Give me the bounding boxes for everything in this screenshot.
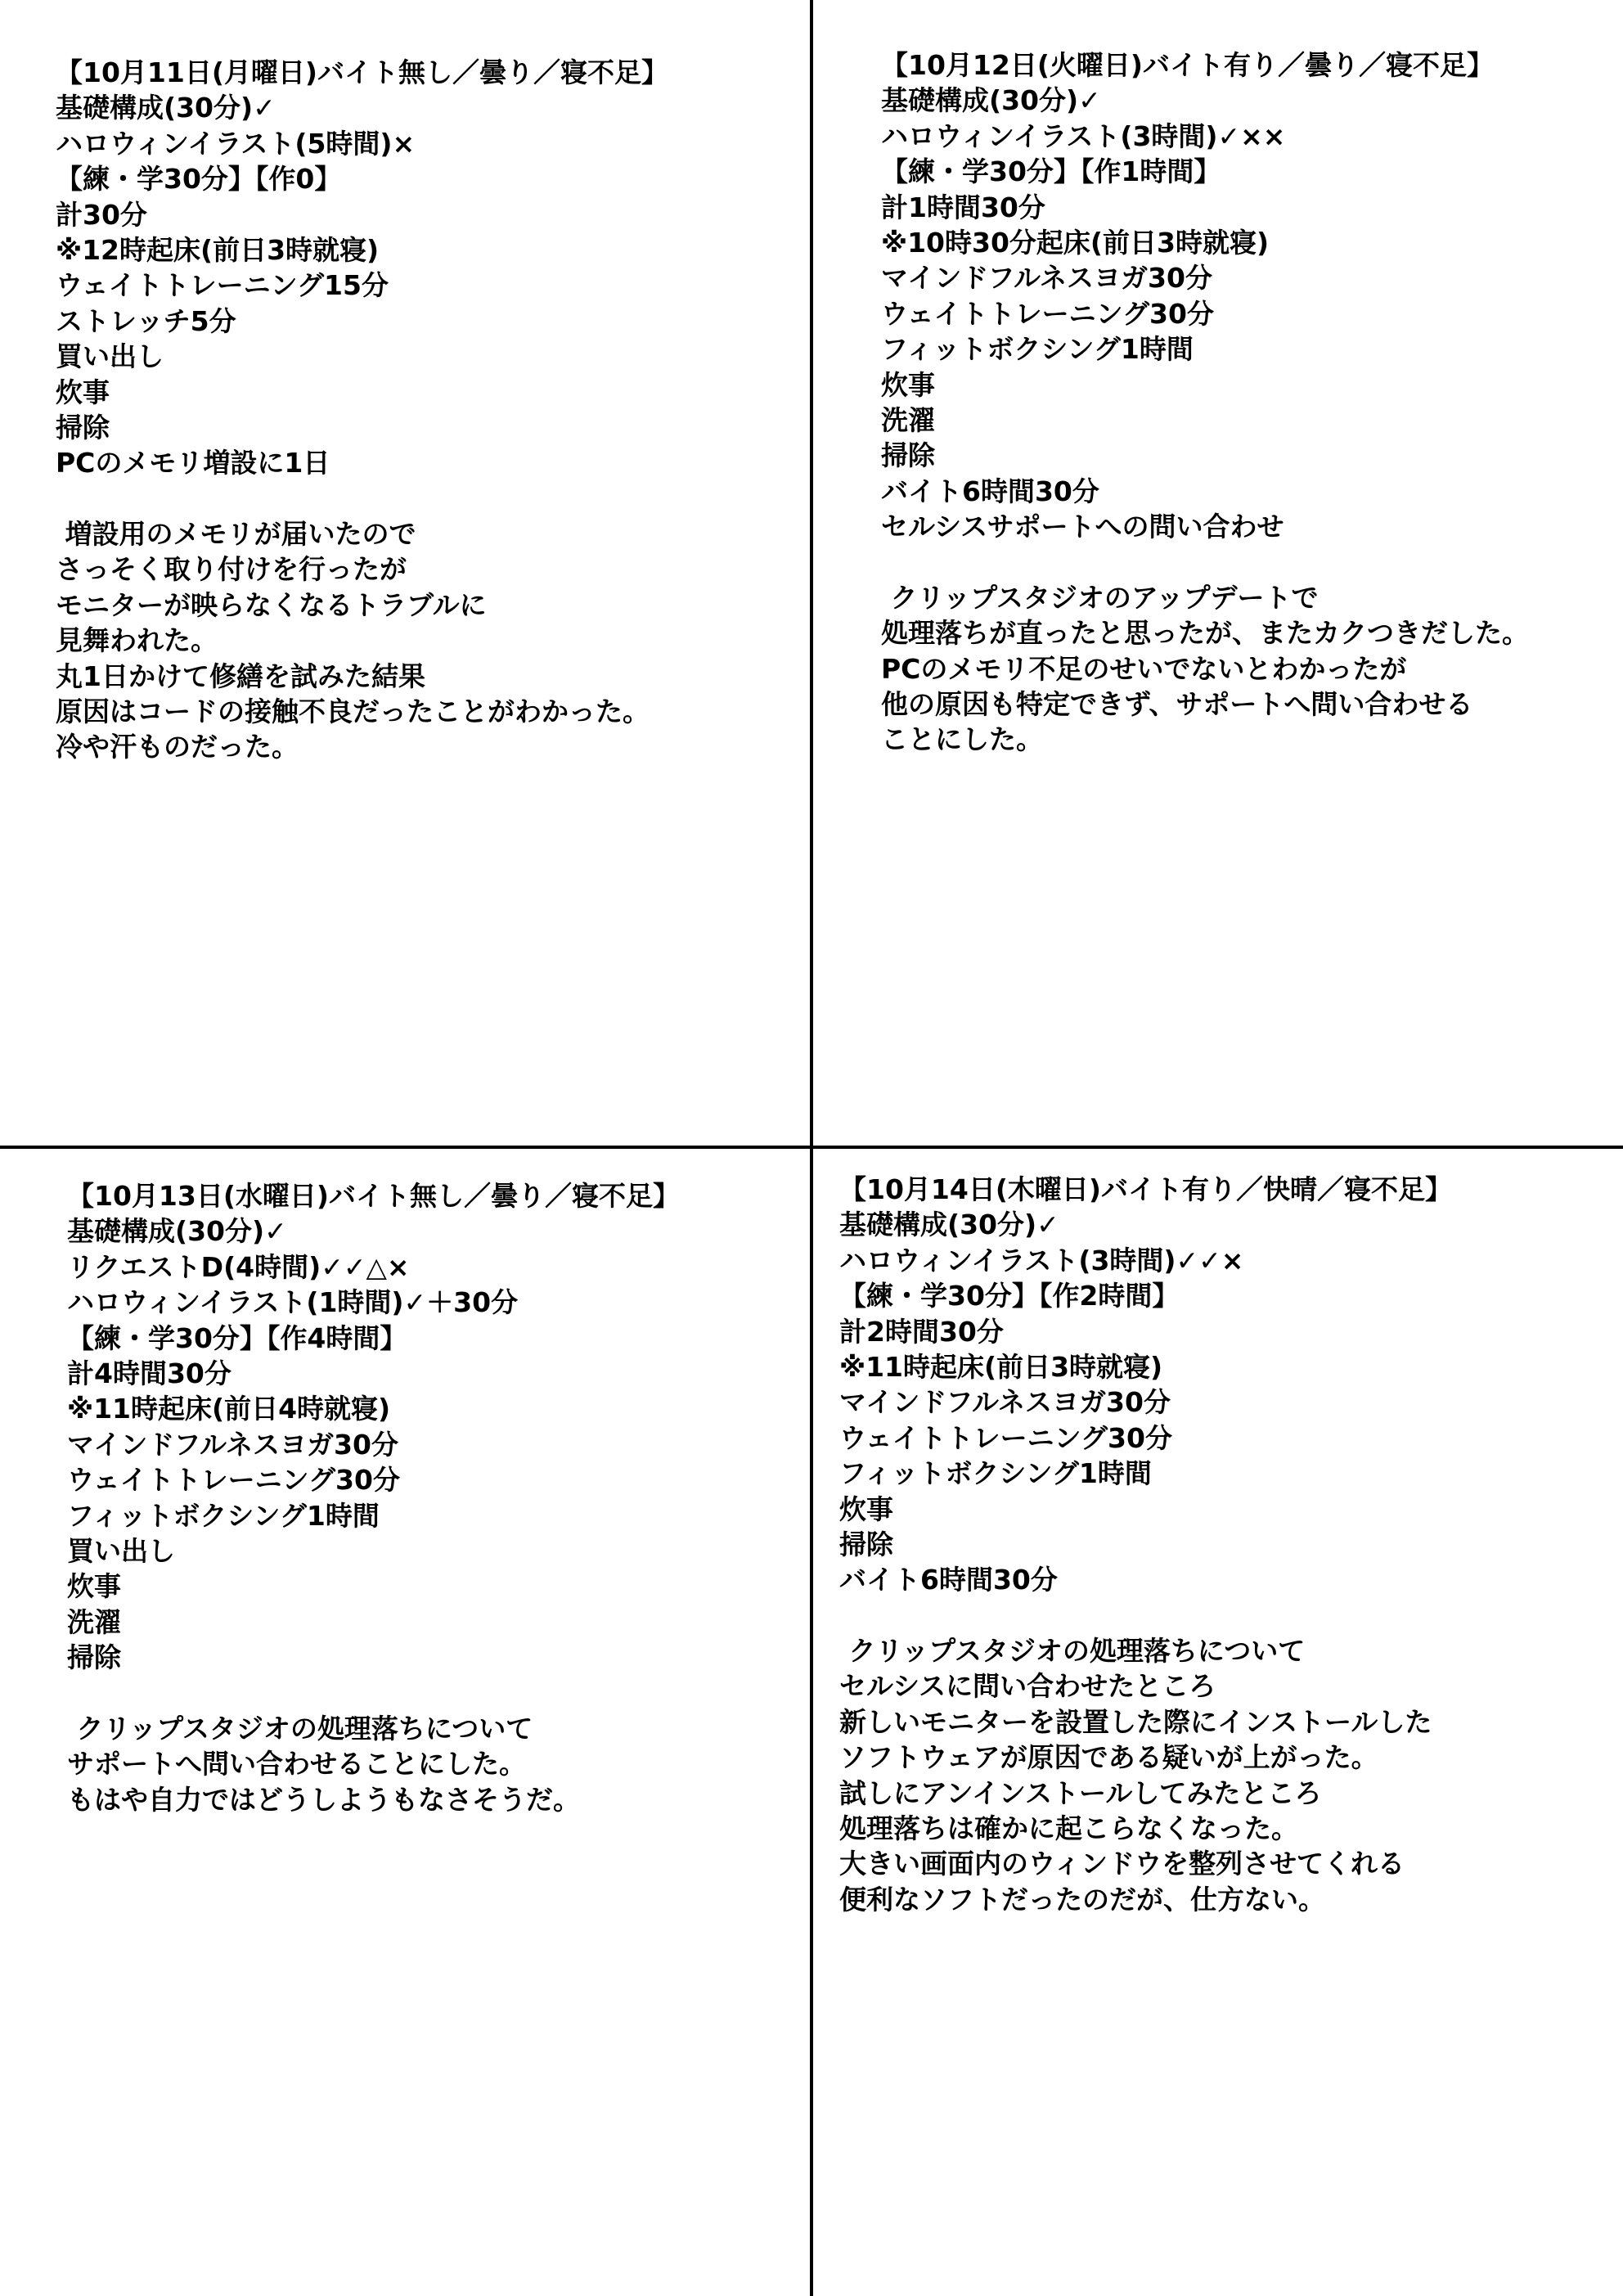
entry-line: ※10時30分起床(前日3時就寝) [881, 226, 1270, 259]
entry-line: セルシスサポートへの問い合わせ [881, 511, 1284, 543]
entry-line: セルシスに問い合わせたところ [839, 1670, 1216, 1703]
entry-header: 【10月12日(火曜日)バイト有り／曇り／寝不足】 [881, 49, 1495, 81]
entry-line: 掃除 [56, 411, 110, 443]
entry-line: バイト6時間30分 [839, 1564, 1058, 1596]
entry-line: 【練・学30分】【作4時間】 [67, 1321, 407, 1354]
entry-line: 見舞われた。 [56, 624, 218, 657]
entry-line: ※12時起床(前日3時就寝) [56, 233, 380, 266]
entry-line: 炊事 [67, 1570, 121, 1603]
entry-line: 原因はコードの接触不良だったことがわかった。 [56, 696, 650, 728]
entry-line: さっそく取り付けを行ったが [56, 553, 407, 586]
entry-line: 丸1日かけて修繕を試みた結果 [56, 660, 425, 692]
entry-line: ※11時起床(前日4時就寝) [67, 1393, 391, 1425]
entry-line: 掃除 [839, 1528, 893, 1560]
entry-line: フィットボクシング1時間 [67, 1499, 380, 1532]
entry-line [56, 481, 668, 516]
entry-line: 【練・学30分】【作0】 [56, 163, 342, 196]
entry-header: 【10月13日(水曜日)バイト無し／曇り／寝不足】 [67, 1180, 681, 1212]
entry-line: クリップスタジオの処理落ちについて [839, 1635, 1306, 1668]
diary-entry-oct-12 [881, 47, 1529, 758]
entry-line: ソフトウェアが原因である疑いが上がった。 [839, 1741, 1378, 1774]
entry-line: 炊事 [56, 376, 110, 408]
entry-line [881, 544, 1529, 579]
entry-line: 計4時間30分 [67, 1357, 232, 1389]
entry-line: もはや自力ではどうしようもなさそうだ。 [67, 1783, 580, 1816]
entry-line: ウェイトトレーニング15分 [56, 269, 389, 302]
diary-entry-oct-14 [839, 1172, 1452, 1917]
entry-line: ハロウィンイラスト(1時間)✓＋30分 [67, 1286, 519, 1319]
entry-line: ハロウィンイラスト(3時間)✓×× [881, 119, 1286, 152]
entry-line: ウェイトトレーニング30分 [67, 1464, 400, 1497]
entry-line: フィットボクシング1時間 [881, 333, 1194, 366]
entry-line: 冷や汗ものだった。 [56, 731, 299, 763]
entry-line: マインドフルネスヨガ30分 [881, 262, 1212, 295]
entry-line: 新しいモニターを設置した際にインストールした [839, 1705, 1432, 1738]
entry-line: 試しにアンインストールしてみたところ [839, 1776, 1322, 1809]
entry-line: 【練・学30分】【作1時間】 [881, 155, 1221, 188]
entry-line: モニターが映らなくなるトラブルに [56, 588, 487, 621]
entry-line: 他の原因も特定できず、サポートへ問い合わせる [881, 688, 1473, 721]
entry-line: フィットボクシング1時間 [839, 1457, 1152, 1490]
entry-line [839, 1598, 1452, 1633]
entry-line: マインドフルネスヨガ30分 [839, 1386, 1171, 1419]
entry-line: 基礎構成(30分)✓ [67, 1215, 287, 1248]
entry-line: ストレッチ5分 [56, 304, 236, 337]
entry-line: サポートへ問い合わせることにした。 [67, 1748, 526, 1781]
entry-line: 増設用のメモリが届いたので [56, 518, 416, 551]
entry-line: 大きい画面内のウィンドウを整列させてくれる [839, 1848, 1405, 1880]
entry-line: マインドフルネスヨガ30分 [67, 1428, 398, 1461]
entry-line: 基礎構成(30分)✓ [56, 92, 276, 124]
entry-line: 【練・学30分】【作2時間】 [839, 1280, 1180, 1312]
entry-line: 買い出し [67, 1534, 175, 1567]
diary-entry-oct-13 [67, 1178, 680, 1817]
entry-line: 便利なソフトだったのだが、仕方ない。 [839, 1883, 1325, 1916]
entry-header: 【10月11日(月曜日)バイト無し／曇り／寝不足】 [56, 56, 669, 88]
entry-line [67, 1675, 680, 1710]
entry-line: PCのメモリ増設に1日 [56, 447, 330, 479]
entry-line: 計1時間30分 [881, 191, 1045, 223]
horizontal-divider [0, 1146, 1623, 1149]
entry-line: 処理落ちが直ったと思ったが、またカクつきだした。 [881, 617, 1529, 650]
entry-line: 炊事 [839, 1492, 893, 1525]
entry-line: ハロウィンイラスト(3時間)✓✓× [839, 1244, 1244, 1276]
entry-line: 買い出し [56, 340, 164, 373]
entry-line: PCのメモリ不足のせいでないとわかったが [881, 652, 1407, 685]
entry-line: 洗濯 [881, 403, 935, 436]
entry-line: ことにした。 [881, 723, 1043, 756]
entry-line: クリップスタジオの処理落ちについて [67, 1712, 533, 1745]
entry-line: 掃除 [881, 439, 935, 472]
entry-line: ※11時起床(前日3時就寝) [839, 1350, 1163, 1383]
entry-header: 【10月14日(木曜日)バイト有り／快晴／寝不足】 [839, 1173, 1453, 1205]
entry-line: 洗濯 [67, 1605, 121, 1638]
entry-line: ハロウィンイラスト(5時間)× [56, 127, 416, 160]
entry-line: バイト6時間30分 [881, 475, 1099, 507]
entry-line: 計30分 [56, 198, 147, 231]
entry-line: 計2時間30分 [839, 1315, 1004, 1348]
entry-line: クリップスタジオのアップデートで [881, 581, 1319, 614]
entry-line: ウェイトトレーニング30分 [839, 1421, 1172, 1454]
entry-line: 基礎構成(30分)✓ [881, 84, 1101, 117]
entry-line: ウェイトトレーニング30分 [881, 297, 1214, 330]
entry-line: 炊事 [881, 368, 935, 401]
entry-line: 基礎構成(30分)✓ [839, 1209, 1059, 1241]
entry-line: リクエストD(4時間)✓✓△× [67, 1250, 410, 1283]
entry-line: 掃除 [67, 1641, 121, 1674]
diary-entry-oct-11 [56, 55, 668, 765]
entry-line: 処理落ちは確かに起こらなくなった。 [839, 1812, 1298, 1845]
